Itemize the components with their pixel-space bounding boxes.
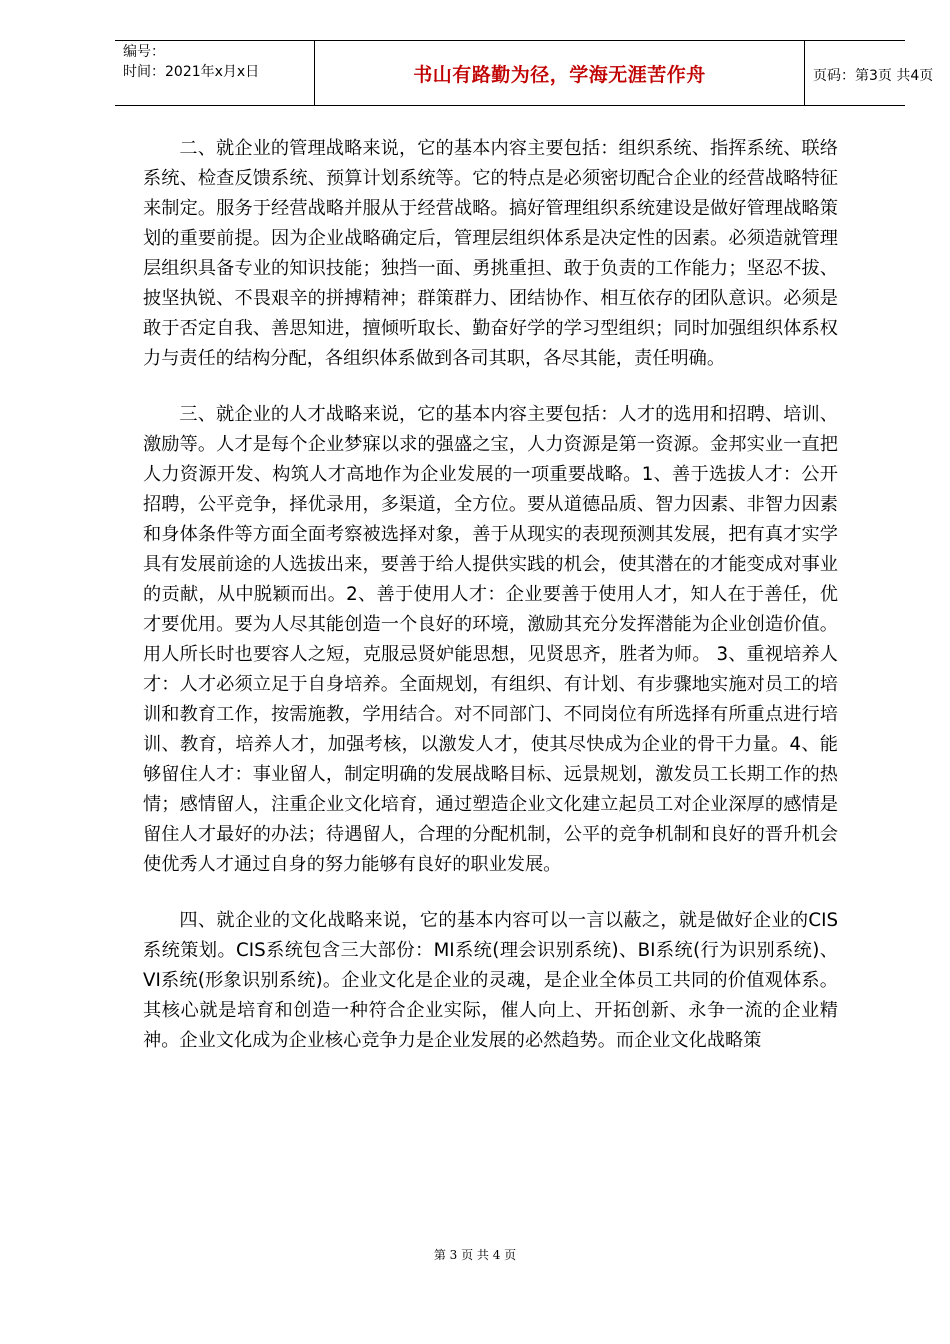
header-meta-cell — [115, 41, 315, 105]
document-number-label: 编号： — [123, 44, 165, 60]
header-page-cell — [805, 41, 934, 105]
paragraph-talent-strategy: 三、就企业的人才战略来说，它的基本内容主要包括：人才的选用和招聘、培训、激励等。人才是每个企业梦寐以求的强盛之宝，人力资源是第一资源。金邦实业一直把人力资源开发、构筑人才高地作为企业发展的一项重要战略。1、善于选拔人才：公开招聘，公平竞争，择优录用，多渠道，全方位。要从道德品质、智力因素、非智力因素和身体条件等方面全面考察被选择对象，善于从现实的表现预测其发展，把有真才实学具有发展前途的人选拔出来，要善于给人提供实践的机会，使其潜在的才能变成对事业的贡献，从中脱颖而出。2、善于使用人才：企业要善于使用人才，知人在于善任，优才要优用。要为人尽其能创造一个良好的环境，激励其充分发挥潜能为企业创造价值。用人所长时也要容人之短，克服忌贤妒能思想，见贤思齐，胜者为师。 3、重视培养人才：人才必须立足于自身培养。全面规划，有组织、有计划、有步骤地实施对员工的培训和教育工作，按需施教，学用结合。对不同部门、不同岗位有所选择有所重点进行培训、教育，培养人才，加强考核，以激发人才，使其尽快成为企业的骨干力量。4、能够留住人才：事业留人，制定明确的发展战略目标、远景规划，激发员工长期工作的热情；感情留人，注重企业文化培育，通过塑造企业文化建立起员工对企业深厚的感情是留住人才最好的办法；待遇留人，合理的分配机制，公平的竞争机制和良好的晋升机会使优秀人才通过自身的努力能够有良好的职业发展。 — [143, 404, 838, 875]
header-motto: 书山有路勤为径，学海无涯苦作舟 — [413, 63, 706, 86]
page-footer: 第 3 页 共 4 页 — [433, 1248, 517, 1262]
header-page-info: 页码：第3页 共4页 — [813, 68, 934, 84]
paragraph-culture-strategy: 四、就企业的文化战略来说，它的基本内容可以一言以蔽之，就是做好企业的CIS系统策划。CIS系统包含三大部份：MI系统(理会识别系统)、BI系统(行为识别系统)、VI系统(形象识别系统)。企业文化是企业的灵魂，是企业全体员工共同的价值观体系。其核心就是培育和创造一种符合企业实际，催人向上、开拓创新、永争一流的企业精神。企业文化成为企业核心竞争力是企业发展的必然趋势。而企业文化战略策 — [143, 910, 838, 1051]
header-motto-cell — [315, 41, 805, 105]
paragraph-management-strategy: 二、就企业的管理战略来说，它的基本内容主要包括：组织系统、指挥系统、联络系统、检查反馈系统、预算计划系统等。它的特点是必须密切配合企业的经营战略特征来制定。服务于经营战略并服从于经营战略。搞好管理组织系统建设是做好管理战略策划的重要前提。因为企业战略确定后，管理层组织体系是决定性的因素。必须造就管理层组织具备专业的知识技能；独挡一面、勇挑重担、敢于负责的工作能力；坚忍不拔、披坚执锐、不畏艰辛的拼搏精神；群策群力、团结协作、相互依存的团队意识。必须是敢于否定自我、善思知进，擅倾听取长、勤奋好学的学习型组织；同时加强组织体系权力与责任的结构分配，各组织体系做到各司其职，各尽其能，责任明确。 — [143, 138, 838, 369]
document-header — [115, 40, 934, 106]
document-body — [143, 134, 838, 1082]
document-time-label: 时间：2021年x月x日 — [123, 64, 260, 80]
